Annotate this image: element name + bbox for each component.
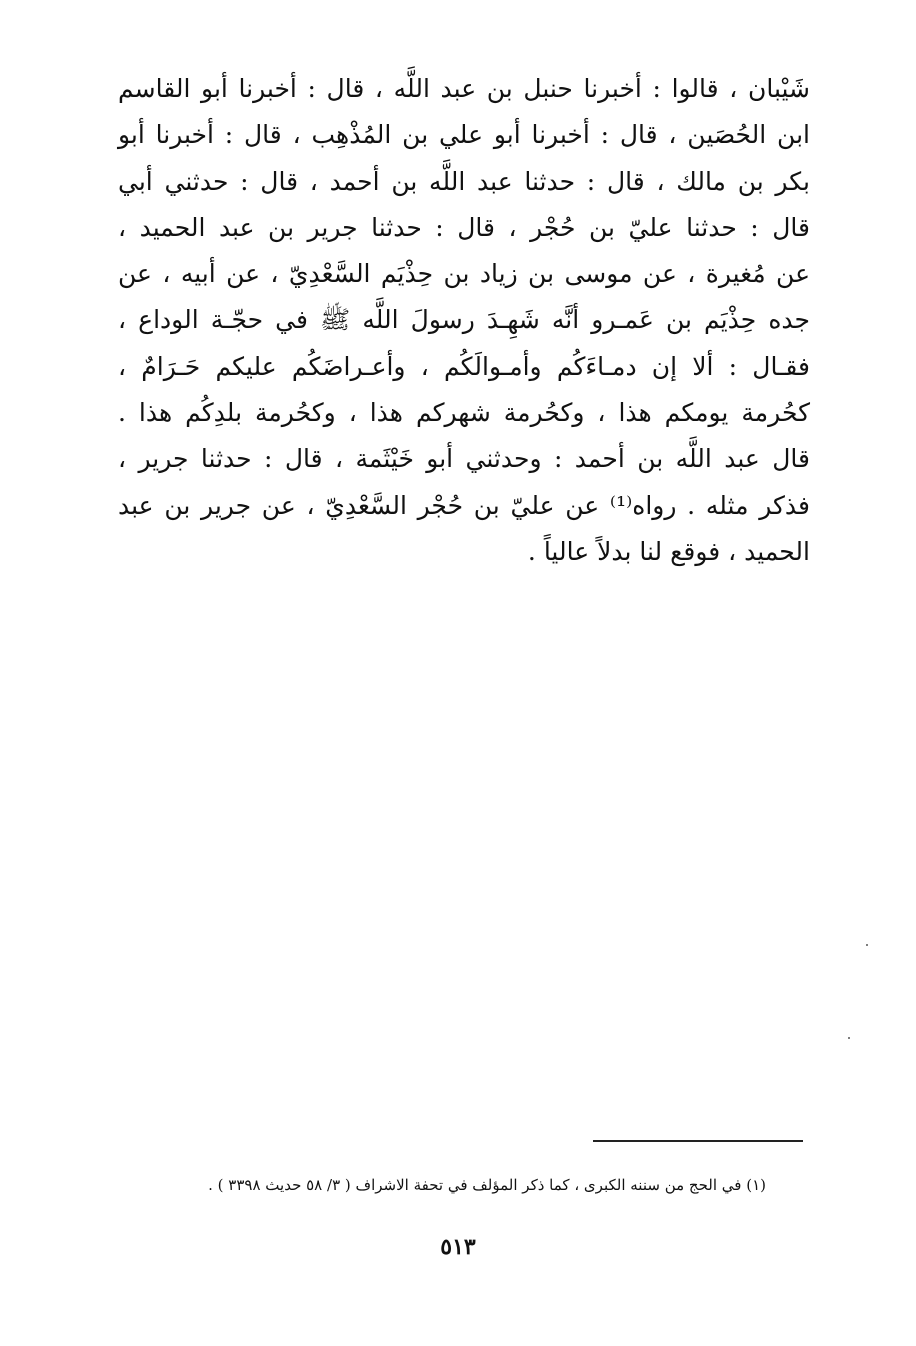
text-line: كحُرمة يومكم هذا ، وكحُرمة شهركم هذا ، وكحُرمة بلدِكُم هذا . <box>118 398 810 428</box>
scan-speck <box>866 944 868 946</box>
text-line: جده حِذْيَم بن عَمـرو أنَّه شَهِـدَ رسولَ اللَّه ﷺ في حجّـة الوداع ، <box>118 305 810 335</box>
main-text-block <box>118 66 810 575</box>
text-line: قال : حدثنا عليّ بن حُجْر ، قال : حدثنا جرير بن عبد الحميد ، <box>118 212 810 242</box>
footnote: (١) في الحج من سننه الكبرى ، كما ذكر المؤلف في تحفة الاشراف ( ٣/ ٥٨ حديث ٣٣٩٨ ) . <box>208 1176 766 1194</box>
text-line: فقـال : ألا إن دمـاءَكُم وأمـوالَكُم ، وأعـراضَكُم عليكم حَـرَامٌ ، <box>118 351 810 381</box>
footnote-divider <box>593 1140 803 1142</box>
text-line: ابن الحُصَين ، قال : أخبرنا أبو علي بن المُذْهِب ، قال : أخبرنا أبو <box>118 120 810 150</box>
page-number: ٥١٣ <box>440 1234 476 1260</box>
text-line: الحميد ، فوقع لنا بدلاً عالياً . <box>527 536 810 566</box>
text-line: عن مُغيرة ، عن موسى بن زياد بن حِذْيَم السَّعْدِيّ ، عن أبيه ، عن <box>118 259 810 289</box>
text-line: فذكر مثله . رواه⁽¹⁾ عن عليّ بن حُجْر السَّعْدِيّ ، عن جرير بن عبد <box>118 490 810 520</box>
text-line: بكر بن مالك ، قال : حدثنا عبد اللَّه بن أحمد ، قال : حدثني أبي <box>118 166 810 196</box>
text-line: شَيْبان ، قالوا : أخبرنا حنبل بن عبد اللَّه ، قال : أخبرنا أبو القاسم <box>118 74 810 103</box>
scan-speck <box>848 1037 850 1039</box>
text-line: قال عبد اللَّه بن أحمد : وحدثني أبو خَيْثَمة ، قال : حدثنا جرير ، <box>118 444 810 474</box>
